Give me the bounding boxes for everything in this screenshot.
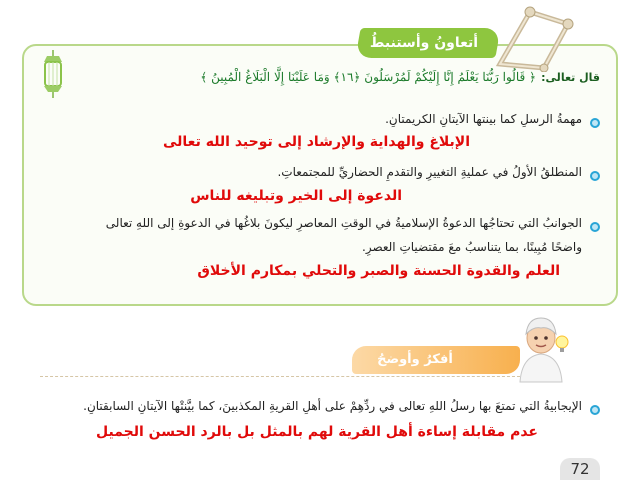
question-4: الإيجابيةُ التي تمتعَ بها رسلُ اللهِ تعالى في ردِّهِمْ على أهلِ القريةِ المكذبينَ، كما بيَّنتْها الآيتانِ السابقتانِ. — [83, 399, 582, 413]
bullet-icon — [590, 222, 600, 232]
question-3-line1: الجوانبُ التي تحتاجُها الدعوةُ الإسلاميةُ في الوقتِ المعاصرِ ليكونَ بلاغُها في الدعوةِ إلى اللهِ تعالى — [105, 216, 582, 230]
question-3-line2: واضحًا مُبِينًا، بما يتناسبُ معَ مقتضياتِ العصرِ. — [362, 240, 582, 254]
quran-verse: ﴿ قَالُوا رَبُّنَا يَعْلَمُ إِنَّا إِلَيْكُمْ لَمُرْسَلُونَ ﴿١٦﴾ وَمَا عَلَيْنَا إِلَّا الْبَلَاغُ الْمُبِينُ ﴾ — [200, 70, 537, 84]
answer-3: العلم والقدوة الحسنة والصبر والتحلي بمكارم الأخلاق — [197, 263, 560, 279]
lantern-icon — [38, 50, 68, 98]
scroll-frame-icon — [490, 4, 576, 72]
quran-quote-line — [80, 66, 600, 86]
answer-1: الإبلاغ والهداية والإرشاد إلى توحيد الله تعالى — [163, 134, 470, 150]
section-heading-think: أفكرُ وأوضحُ — [377, 352, 453, 367]
thinking-boy-icon — [508, 312, 574, 384]
answer-2: الدعوة إلى الخير وتبليغه للناس — [190, 188, 402, 204]
page-number: 72 — [560, 458, 600, 480]
bullet-icon — [590, 405, 600, 415]
bullet-icon — [590, 118, 600, 128]
divider — [40, 376, 520, 377]
bullet-icon — [590, 171, 600, 181]
quote-intro: قال تعالى: — [541, 71, 600, 84]
answer-4: عدم مقابلة إساءة أهل القرية لهم بالمثل بل بالرد الحسن الجميل — [96, 424, 538, 440]
question-1: مهمةُ الرسلِ كما بينتها الآيتانِ الكريمتانِ. — [385, 112, 582, 126]
question-2: المنطلقُ الأولُ في عمليةِ التغييرِ والتقدمِ الحضاريِّ للمجتمعاتِ. — [277, 165, 582, 179]
section-heading-cooperate: أتعاونُ وأستنبطُ — [369, 35, 479, 51]
